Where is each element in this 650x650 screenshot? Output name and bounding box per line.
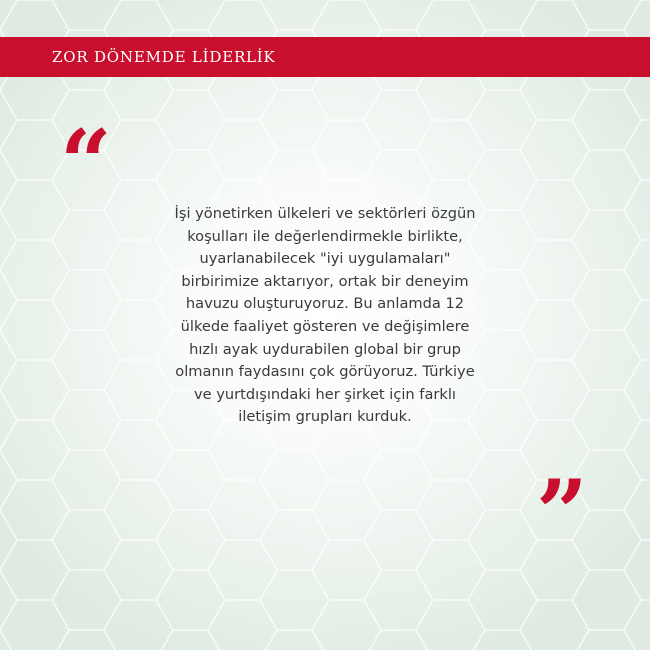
header-banner	[0, 37, 650, 77]
close-quote-icon: ”	[536, 460, 588, 566]
open-quote-icon: “	[60, 110, 112, 216]
banner-title: ZOR DÖNEMDE LİDERLİK	[52, 48, 276, 66]
quote-text: İşi yönetirken ülkeleri ve sektörleri özgün koşulları ile değerlendirmekle birlikte, uyarlanabilecek "iyi uygulamaları" birbirimize aktarıyor, ortak bir deneyim havuzu oluşturuyoruz. Bu anlamda 12 ülkede faaliyet gösteren ve değişimlere hızlı ayak uydurabilen global bir grup olmanın faydasını çok görüyoruz. Türkiye ve yurtdışındaki her şirket için farklı iletişim grupları kurduk.	[174, 205, 476, 426]
